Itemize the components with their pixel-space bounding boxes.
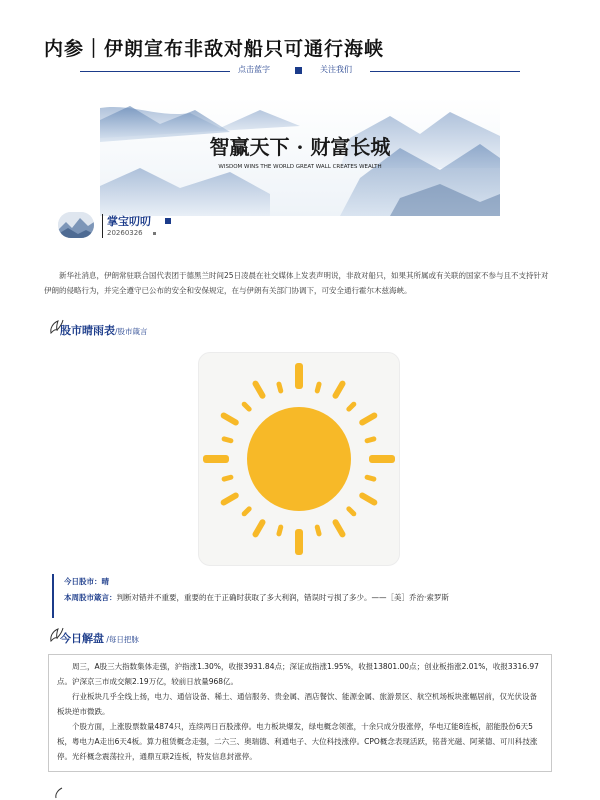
stock-quote-value: 判断对错并不重要，重要的在于正确时获取了多大利润，错误时亏损了多少。——［美］乔治·索罗斯: [116, 593, 449, 602]
banner-image: [100, 98, 500, 216]
article-title: 内参｜伊朗宣布非敌对船只可通行海峡: [44, 38, 385, 60]
section-title-text: 今日解盘: [60, 632, 104, 645]
avatar-mountain-icon: [58, 212, 94, 238]
review-paragraph-2: 行业板块几乎全线上扬，电力、通信设备、稀土、通信服务、贵金属、酒店餐饮、能源金属、旅游景区、航空机场板块涨幅居前，仅光伏设备板块逆市微跌。: [57, 692, 537, 716]
square-icon: [165, 218, 171, 224]
stock-weather-label: 今日股市：: [64, 577, 102, 586]
square-icon: [295, 67, 302, 74]
section-title: [60, 630, 139, 646]
author-divider: [102, 214, 103, 238]
sun-icon: [199, 353, 399, 565]
banner-slogan: 智赢天下 · 财富长城: [209, 135, 391, 159]
author-name[interactable]: 掌宝叨叨: [107, 215, 151, 228]
section-header-weather: [48, 318, 248, 340]
pen-brush-icon: [54, 786, 68, 800]
author-block: [58, 212, 168, 242]
section-subtitle: /股市箴言: [115, 327, 148, 336]
section-title-text: 股市晴雨表: [60, 324, 115, 337]
blue-text-link[interactable]: 点击蓝字: [238, 65, 270, 74]
stock-quote-row: [64, 590, 564, 606]
section-title: [60, 322, 148, 338]
review-paragraph-1: 周三，A股三大指数集体走强，沪指涨1.30%，收报3931.84点；深证成指涨1.95%，收报13801.00点；创业板指涨2.01%，收报3316.97点。沪深京三市成交额2.19万亿，较前日放量968亿。: [57, 662, 539, 686]
divider-left: [80, 71, 230, 72]
market-review-box: [48, 654, 552, 772]
divider-right: [370, 71, 520, 72]
dot-icon: [153, 232, 156, 235]
section-header-review: [48, 626, 248, 648]
mountain-landscape-icon: [100, 98, 500, 216]
banner-slogan-en: WISDOM WINS THE WORLD GREAT WALL CREATES WEALTH: [218, 164, 382, 170]
stock-weather-value: 晴: [101, 577, 109, 586]
news-paragraph: 新华社消息，伊朗常驻联合国代表团于德黑兰时间25日凌晨在社交媒体上发表声明说，非敌对船只，如果其所属或有关联的国家不参与且不支持针对伊朗的侵略行为，并完全遵守已公布的安全和安保规定，在与伊朗有关部门协调下，可安全通行霍尔木兹海峡。: [44, 270, 549, 295]
publish-date: 20260326: [107, 229, 143, 237]
section-subtitle: /每日把脉: [104, 635, 139, 644]
avatar[interactable]: [58, 212, 94, 238]
follow-bar: [80, 64, 520, 78]
stock-weather-row: [64, 574, 564, 590]
stock-today-info: [52, 574, 564, 618]
review-paragraph-3: 个股方面，上涨股票数量4874只，连续两日百股涨停。电力板块爆发，绿电概念领涨，十余只成分股涨停，华电辽能8连板，韶能股份6天5板，粤电力A走出6天4板。算力租赁概念走强，二六三、奥瑞德、利通电子、大位科技涨停。CPO概念表现活跃，铭普光磁、阿莱德、可川科技涨停。光纤概念震荡拉升，通鼎互联2连板，特发信息封涨停。: [57, 722, 538, 761]
follow-us-link[interactable]: 关注我们: [320, 65, 352, 74]
stock-quote-label: 本周股市箴言：: [64, 593, 117, 602]
weather-sun-image: [198, 352, 400, 566]
